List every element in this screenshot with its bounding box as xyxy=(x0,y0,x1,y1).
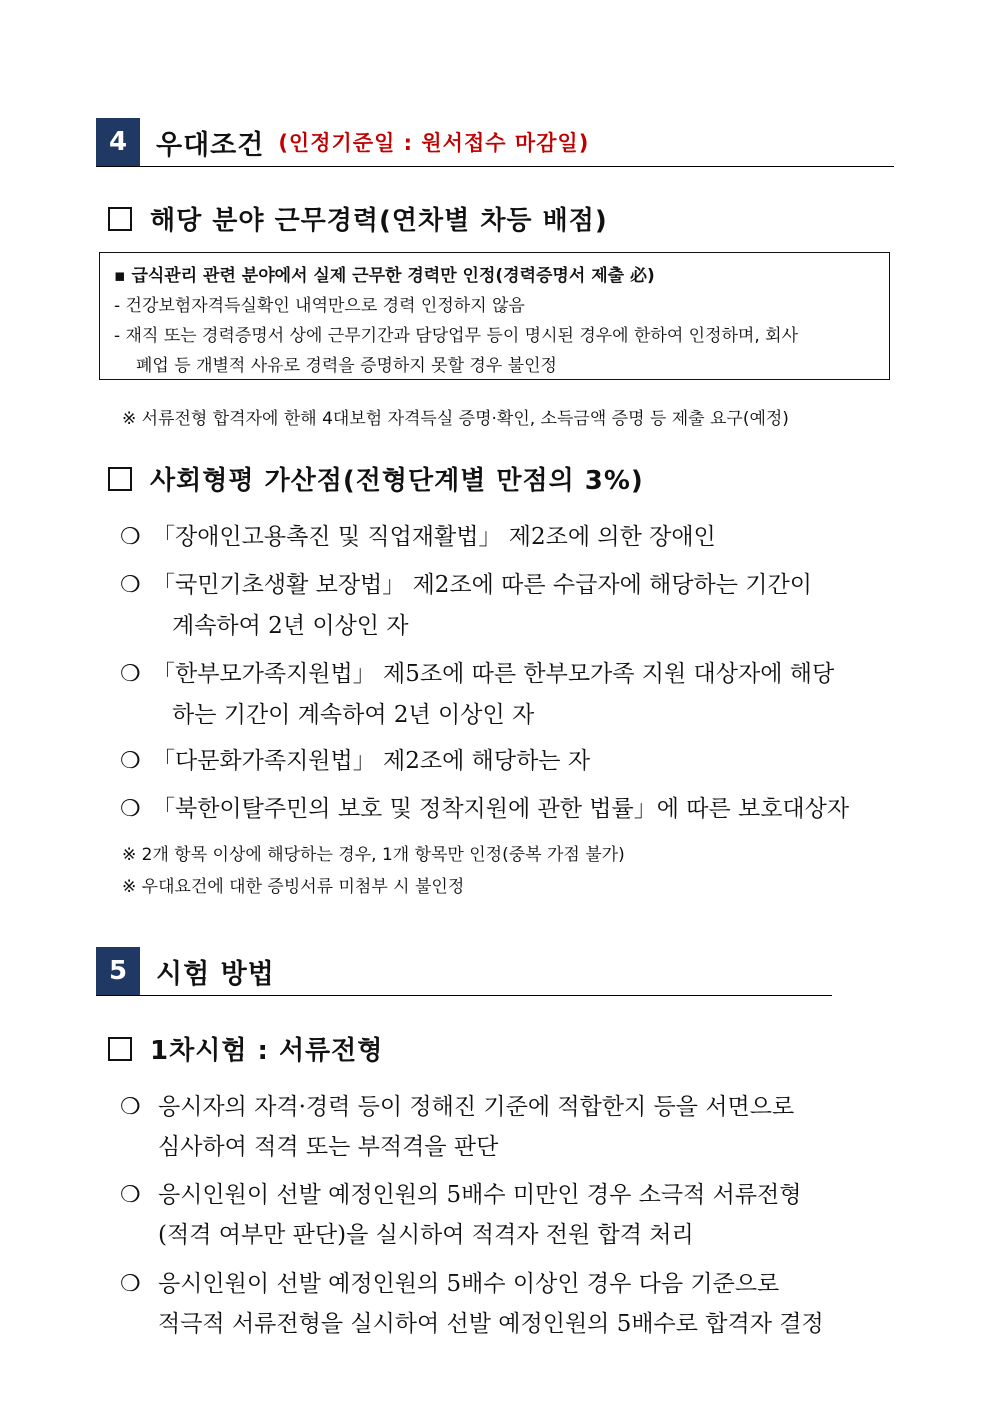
circle-bullet-icon: ❍ xyxy=(120,1182,141,1208)
list-item-continuation: 심사하여 적격 또는 부적격을 판단 xyxy=(158,1134,499,1160)
list-item: ❍ 응시자의 자격·경력 등이 정해진 기준에 적합한지 등을 서면으로 xyxy=(120,1094,795,1120)
checkbox-icon xyxy=(108,1037,132,1061)
career-box-line: 폐업 등 개별적 사유로 경력을 증명하지 못할 경우 불인정 xyxy=(136,356,557,376)
social-heading xyxy=(108,460,644,497)
list-item-continuation: (적격 여부만 판단)을 실시하여 적격자 전원 합격 처리 xyxy=(158,1222,694,1248)
circle-bullet-icon: ❍ xyxy=(120,524,141,550)
circle-bullet-icon: ❍ xyxy=(120,796,141,822)
career-box-line: - 건강보험자격득실확인 내역만으로 경력 인정하지 않음 xyxy=(114,296,525,316)
career-heading-text: 해당 분야 근무경력(연차별 차등 배점) xyxy=(150,206,608,236)
social-note: ※ 2개 항목 이상에 해당하는 경우, 1개 항목만 인정(중복 가점 불가) xyxy=(122,845,625,865)
checkbox-icon xyxy=(108,207,132,231)
career-box-line: ▪ 급식관리 관련 분야에서 실제 근무한 경력만 인정(경력증명서 제출 必) xyxy=(114,266,655,286)
list-item: ❍ 「다문화가족지원법」 제2조에 해당하는 자 xyxy=(120,748,591,774)
career-box-line: - 재직 또는 경력증명서 상에 근무기간과 담당업무 등이 명시된 경우에 한하여 인정하며, 회사 xyxy=(114,326,798,346)
list-item: ❍ 응시인원이 선발 예정인원의 5배수 미만인 경우 소극적 서류전형 xyxy=(120,1182,802,1208)
section-title: 시험 방법 xyxy=(156,958,275,990)
section-4-header xyxy=(96,118,589,166)
section-number-badge: 5 xyxy=(96,947,140,995)
list-item: ❍ 「국민기초생활 보장법」 제2조에 따른 수급자에 해당하는 기간이 xyxy=(120,572,812,598)
list-item: ❍ 「북한이탈주민의 보호 및 정착지원에 관한 법률」에 따른 보호대상자 xyxy=(120,796,850,822)
list-item: ❍ 응시인원이 선발 예정인원의 5배수 이상인 경우 다음 기준으로 xyxy=(120,1271,780,1297)
career-heading xyxy=(108,200,608,237)
section-number-badge: 4 xyxy=(96,118,140,166)
career-note: ※ 서류전형 합격자에 한해 4대보험 자격득실 증명·확인, 소득금액 증명 등 제출 요구(예정) xyxy=(122,409,789,429)
list-item-continuation: 적극적 서류전형을 실시하여 선발 예정인원의 5배수로 합격자 결정 xyxy=(158,1311,824,1337)
section-5-header xyxy=(96,947,275,995)
section-divider xyxy=(96,995,832,996)
social-heading-text: 사회형평 가산점(전형단계별 만점의 3%) xyxy=(150,466,644,496)
list-item: ❍ 「한부모가족지원법」 제5조에 따른 한부모가족 지원 대상자에 해당 xyxy=(120,661,835,687)
section-divider xyxy=(96,166,894,167)
circle-bullet-icon: ❍ xyxy=(120,748,141,774)
circle-bullet-icon: ❍ xyxy=(120,1271,141,1297)
circle-bullet-icon: ❍ xyxy=(120,572,141,598)
section-title: 우대조건 xyxy=(156,129,265,161)
first-exam-heading-text: 1차시험 : 서류전형 xyxy=(150,1036,384,1066)
checkbox-icon xyxy=(108,467,132,491)
section-subtitle: (인정기준일 : 원서접수 마감일) xyxy=(278,131,590,155)
list-item-continuation: 계속하여 2년 이상인 자 xyxy=(172,613,409,639)
list-item-continuation: 하는 기간이 계속하여 2년 이상인 자 xyxy=(172,702,535,728)
circle-bullet-icon: ❍ xyxy=(120,1094,141,1120)
first-exam-heading xyxy=(108,1030,383,1067)
career-info-box xyxy=(99,252,890,380)
circle-bullet-icon: ❍ xyxy=(120,661,141,687)
list-item: ❍ 「장애인고용촉진 및 직업재활법」 제2조에 의한 장애인 xyxy=(120,524,716,550)
social-note: ※ 우대요건에 대한 증빙서류 미첨부 시 불인정 xyxy=(122,877,465,897)
